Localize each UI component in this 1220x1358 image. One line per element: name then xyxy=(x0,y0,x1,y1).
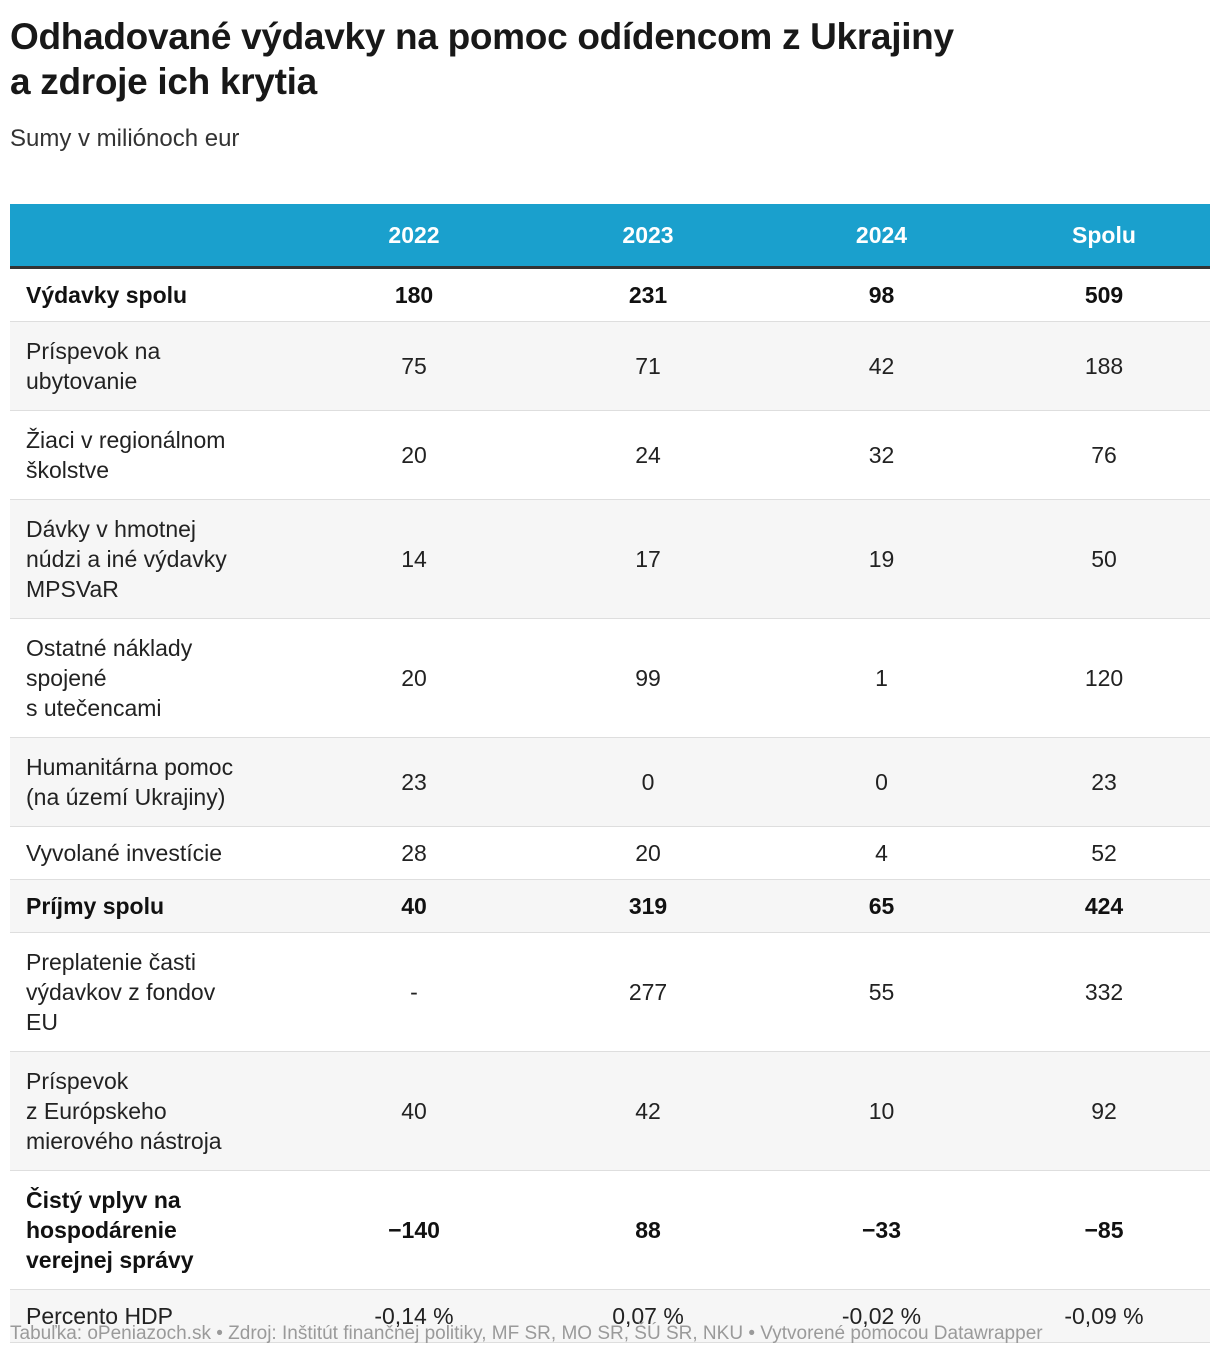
row-label-line: hospodárenie xyxy=(26,1217,177,1243)
cell-2022: 40 xyxy=(297,1052,531,1171)
cell-2022: 14 xyxy=(297,500,531,619)
cell-2023: 277 xyxy=(531,933,765,1052)
table-row xyxy=(10,738,1210,827)
table-row xyxy=(10,1052,1210,1171)
chart-container xyxy=(10,0,1210,1329)
row-label-line: EU xyxy=(26,1009,58,1035)
row-label-line: Percento HDP xyxy=(26,1303,174,1329)
cell-2024: 65 xyxy=(765,880,998,933)
cell-2022: 180 xyxy=(297,268,531,322)
table-row xyxy=(10,411,1210,500)
data-table xyxy=(10,204,1210,1343)
cell-spolu: −85 xyxy=(998,1171,1210,1290)
cell-2022: 40 xyxy=(297,880,531,933)
cell-spolu: 52 xyxy=(998,827,1210,880)
row-label-line: spojené xyxy=(26,665,107,691)
row-label-line: Čistý vplyv na xyxy=(26,1187,181,1213)
cell-spolu: 50 xyxy=(998,500,1210,619)
row-label-line: Humanitárna pomoc xyxy=(26,754,234,780)
chart-title xyxy=(10,14,1210,104)
cell-2023: 319 xyxy=(531,880,765,933)
cell-2023: 99 xyxy=(531,619,765,738)
cell-2023: 24 xyxy=(531,411,765,500)
cell-2023: 71 xyxy=(531,322,765,411)
row-label-line: Žiaci v regionálnom xyxy=(26,427,226,453)
cell-spolu: 509 xyxy=(998,268,1210,322)
cell-spolu: 332 xyxy=(998,933,1210,1052)
row-label-line: ubytovanie xyxy=(26,368,138,394)
cell-2022: 28 xyxy=(297,827,531,880)
header-2023[interactable]: 2023 xyxy=(531,204,765,268)
row-label-line: Výdavky spolu xyxy=(26,282,188,308)
cell-2024: 0 xyxy=(765,738,998,827)
cell-spolu: 424 xyxy=(998,880,1210,933)
row-label-line: MPSVaR xyxy=(26,576,119,602)
cell-spolu: 188 xyxy=(998,322,1210,411)
row-label xyxy=(10,1052,297,1171)
row-label xyxy=(10,1171,297,1290)
table-row xyxy=(10,322,1210,411)
row-label xyxy=(10,500,297,619)
row-label-line: Príjmy spolu xyxy=(26,893,165,919)
table-row xyxy=(10,880,1210,933)
row-label xyxy=(10,268,297,322)
cell-2022: 75 xyxy=(297,322,531,411)
header-label-cell xyxy=(10,204,297,268)
cell-2022: 23 xyxy=(297,738,531,827)
cell-2023: 88 xyxy=(531,1171,765,1290)
header-spolu[interactable]: Spolu xyxy=(998,204,1210,268)
row-label xyxy=(10,827,297,880)
chart-subtitle: Sumy v miliónoch eur xyxy=(10,125,240,152)
row-label xyxy=(10,738,297,827)
cell-2023: 0 xyxy=(531,738,765,827)
table-row xyxy=(10,827,1210,880)
row-label-line: s utečencami xyxy=(26,695,162,721)
cell-2024: 32 xyxy=(765,411,998,500)
row-label-line: núdzi a iné výdavky xyxy=(26,546,227,572)
row-label-line: Príspevok xyxy=(26,1068,129,1094)
cell-2023: 0,07 % xyxy=(531,1290,765,1343)
cell-2024: 19 xyxy=(765,500,998,619)
cell-2023: 231 xyxy=(531,268,765,322)
cell-2022: - xyxy=(297,933,531,1052)
cell-2024: 1 xyxy=(765,619,998,738)
cell-2023: 17 xyxy=(531,500,765,619)
row-label-line: Preplatenie časti xyxy=(26,949,197,975)
cell-2024: -0,02 % xyxy=(765,1290,998,1343)
source-footer: Tabuľka: oPeniazoch.sk • Zdroj: Inštitút finančnej politiky, MF SR, MO SR, ŠÚ SR, NKU • Vytvorené pomocou Datawrapper xyxy=(10,1323,1043,1344)
row-label-line: výdavkov z fondov xyxy=(26,979,216,1005)
row-label-line: mierového nástroja xyxy=(26,1128,222,1154)
table-row xyxy=(10,500,1210,619)
row-label xyxy=(10,933,297,1052)
cell-2024: 10 xyxy=(765,1052,998,1171)
row-label-line: školstve xyxy=(26,457,110,483)
row-label-line: Vyvolané investície xyxy=(26,840,223,866)
cell-2022: 20 xyxy=(297,411,531,500)
cell-2022: 20 xyxy=(297,619,531,738)
row-label-line: z Európskeho xyxy=(26,1098,167,1124)
table-row xyxy=(10,933,1210,1052)
row-label-line: Dávky v hmotnej xyxy=(26,516,197,542)
cell-2024: 42 xyxy=(765,322,998,411)
cell-2023: 42 xyxy=(531,1052,765,1171)
cell-2024: 55 xyxy=(765,933,998,1052)
cell-2023: 20 xyxy=(531,827,765,880)
header-row xyxy=(10,204,1210,268)
cell-2022: -0,14 % xyxy=(297,1290,531,1343)
cell-2022: −140 xyxy=(297,1171,531,1290)
cell-spolu: 23 xyxy=(998,738,1210,827)
cell-spolu: 120 xyxy=(998,619,1210,738)
row-label-line: (na území Ukrajiny) xyxy=(26,784,226,810)
table-header xyxy=(10,204,1210,268)
title-line-2: a zdroje ich krytia xyxy=(10,61,317,102)
header-2022[interactable]: 2022 xyxy=(297,204,531,268)
title-line-1: Odhadované výdavky na pomoc odídencom z Ukrajiny xyxy=(10,16,954,57)
row-label-line: Príspevok na xyxy=(26,338,161,364)
cell-spolu: -0,09 % xyxy=(998,1290,1210,1343)
table-row xyxy=(10,268,1210,322)
row-label xyxy=(10,322,297,411)
cell-2024: −33 xyxy=(765,1171,998,1290)
table-row xyxy=(10,1171,1210,1290)
cell-spolu: 92 xyxy=(998,1052,1210,1171)
table-row xyxy=(10,619,1210,738)
row-label-line: Ostatné náklady xyxy=(26,635,193,661)
cell-2024: 98 xyxy=(765,268,998,322)
row-label-line: verejnej správy xyxy=(26,1247,194,1273)
header-2024[interactable]: 2024 xyxy=(765,204,998,268)
row-label xyxy=(10,880,297,933)
cell-spolu: 76 xyxy=(998,411,1210,500)
row-label xyxy=(10,411,297,500)
cell-2024: 4 xyxy=(765,827,998,880)
table-body xyxy=(10,268,1210,1343)
row-label xyxy=(10,619,297,738)
